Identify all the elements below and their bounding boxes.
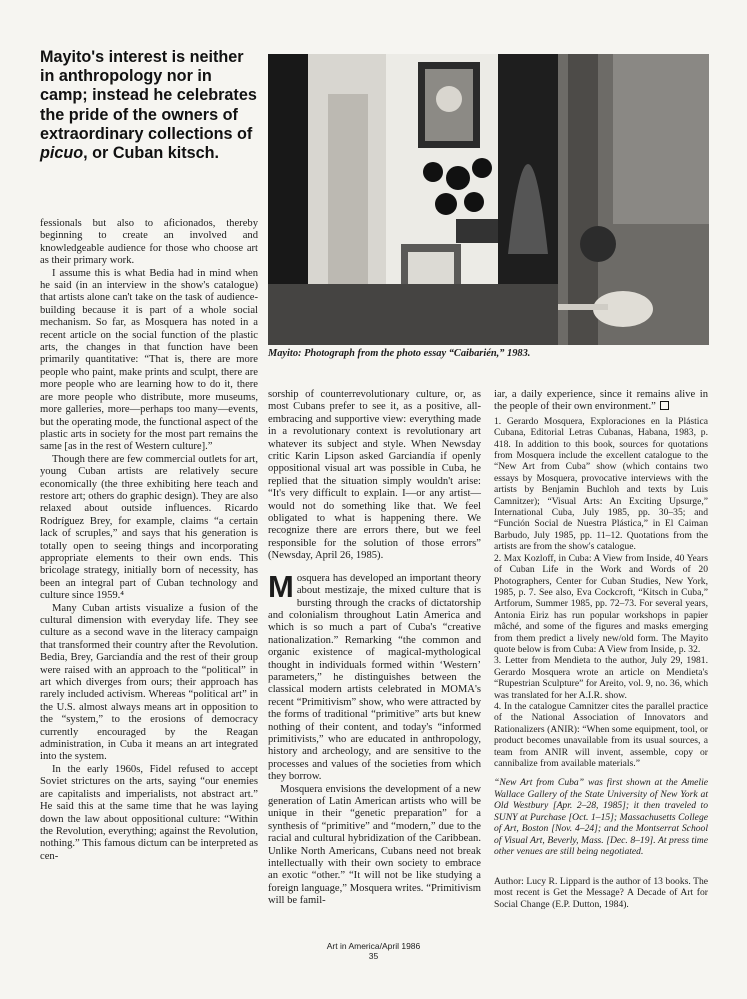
footnote: 2. Max Kozloff, in Cuba: A View from Inside, 40 Years of Cuban Life in the Work and Words of 20 Photographers, Center for Cuban Studies, New York, 1985, p. 7. See also, Eva Cockcroft, “Kitsch in Cuba,” Artforum, Summer 1985, pp. 72–73. For several years, Antonia Eiriz has run popular workshops in papier mâché, and some of the figures and masks emerging from them predict a lively new/old form. The Mayito quote below is from Cuba: A View from Inside, p. 32. (494, 552, 708, 655)
drop-cap: M (268, 568, 294, 604)
caption-label: Mayito: (268, 348, 302, 359)
pull-quote-end: , or Cuban kitsch. (83, 144, 219, 163)
pull-quote-emphasis: picuo (40, 144, 84, 163)
paragraph: Though there are few commercial outlets for art, young Cuban artists are relatively secure economically (the three exhibiting here teach and restore art; others do graphic design). They are also relaxed about outside influences. Ricardo Rodríguez Brey, for example, claims “a certain lack of scruples,” and says that his generation is totally open to seeing things and incorporating appropriate elements to their own ends. This bricolage strategy, initially born of necessity, has been an integral part of Cuban technology and culture since 1959.⁴ (40, 453, 258, 602)
footnote: 1. Gerardo Mosquera, Exploraciones en la Plástica Cubana, Editorial Letras Cubanas, Habana, 1983, p. 418. In addition to this book, sources for quotations from Mosquera include the excellent catalogue to the “New Art from Cuba” show (which contains two essays by Mosquera, provocative interviews with the artists by Benjamin Buchloh and texts by Luis Camnitzer); “Visual Arts: An Exciting Upsurge,” International Cuba, July 1985, pp. 30–35; and “Función Social de Nuestra Plástica,” in El Caiman Barbudo, July 1985, pp. 11–12. Quotations from the artists are from the show's catalogue. (494, 415, 708, 553)
end-mark-icon (660, 401, 669, 410)
author-bio: Author: Lucy R. Lippard is the author of 13 books. The most recent is Get the Message? A Decade of Art for Social Change (E.P. Dutton, 1984). (494, 875, 708, 910)
dropcap-paragraph-text: osquera has developed an important theory about mestizaje, the mixed culture that is bursting through the cracks of dictatorship and colonialism throughout Latin America and which is so much a part of Cuba's “creative nationalization.” Remarking “the common and organic existence of magical-mythological thought in individuals formed within ‘Western’ parameters,” he distinguishes between the classical modern artists celebrated in MOMA's recent “Primitivism” show, who were attracted by the forms of traditional “primitive” arts but knew nothing of their content, and today's “informed primitivists,” who are educated in anthropology, history and archeology, and are sensitive to the processes and values of the societies from which they borrow. (268, 572, 481, 783)
publication-line: Art in America/April 1986 (326, 941, 421, 951)
footnote: 4. In the catalogue Camnitzer cites the parallel practice of the National Association of Innovators and Rationalizers (ANIR): “When some equipment, tool, or product becomes unavailable from its usual sources, a team from ANIR will invent, assemble, copy or cannibalize from available materials.” (494, 700, 708, 769)
footnotes (494, 416, 708, 770)
page-number: 35 (368, 951, 379, 961)
photo-caption (268, 348, 709, 359)
closing-text: iar, a daily experience, since it remains alive in the people of their own environment.” (494, 389, 708, 413)
exhibition-credit: “New Art from Cuba” was first shown at the Amelie Wallace Gallery of the State University of New York at Old Westbury [Apr. 2–28, 1985]; it then traveled to SUNY at Purchase [Oct. 1–15]; Massachusetts College of Art, Boston [Nov. 4–24]; and the Montserrat School of Visual Art, Beverly, Mass. [Dec. 8–19]. At press time other venues are still being negotiated. (494, 777, 708, 858)
caption-text: Photograph from the photo essay “Caibarién,” 1983. (301, 348, 531, 359)
pull-quote-text: Mayito's interest is neither in anthropology nor in camp; instead he celebrates the pride of the owners of extraordinary collections of (40, 48, 257, 143)
paragraph-dropcap (268, 568, 481, 784)
paragraph: Mosquera envisions the development of a new generation of Latin American artists who will be unique in their “genetic preparation” for a synthesis of “primitive” and “modern,” due to the racial and cultural hybridization of the Caribbean. Unlike North Americans, Cubans need not break intellectually with their own society to embrace an exotic “other.” “It will not be like studying a foreign language,” Mosquera writes. “Primitivism will be famil- (268, 783, 481, 907)
mayito-photograph (268, 54, 709, 345)
paragraph: In the early 1960s, Fidel refused to accept Soviet strictures on the arts, saying “our enemies are capitalists and imperialists, not abstract art.” He said this at the same time that he was laying down the law about oppositional culture: “Within the Revolution, everything; against the Revolution, nothing.” This famous dictum can be interpreted as cen- (40, 763, 258, 862)
column-2 (268, 389, 481, 908)
paragraph: fessionals but also to aficionados, thereby beginning to create an involved and knowledgeable audience for those who choose art as their primary work. (40, 218, 258, 267)
paragraph (494, 389, 708, 414)
paragraph: Many Cuban artists visualize a fusion of the cultural dimension with everyday life. They see culture as a second wave in the literacy campaign that transformed their country after the Revolution. Bedia, Brey, Garciandía and the rest of their group were raised with an approach to the “political” in art which diverges from ours; their approach has rarely included activism. Whereas “political art” in the U.S. almost always means art in opposition to the “system,” to the erosions of democracy currently encouraged by the Reagan administration, in Cuba it means an art integrated into the system. (40, 602, 258, 763)
paragraph: I assume this is what Bedia had in mind when he said (in an interview in the show's catalogue) that artists alone can't take on the task of audience-building because it is part of a whole social mechanism. So far, as Mosquera has noted in a recent article on the social function of the plastic arts, the changes in that function have been primarily quantitative: “That is, there are more people who paint, make prints and sculpt, there are more people who are learning how to do it, there are more people who distribute, more museums, more galleries, more—perhaps too many—events, but the operating mode, the functional aspect of the plastic arts in society for the most part remains the same [as in the rest of Western culture].” (40, 267, 258, 453)
footnote: 3. Letter from Mendieta to the author, July 29, 1981. Gerardo Mosquera wrote an article on Mendieta's “Rupestrian Sculpture” for Areito, vol. 9, no. 36, which was translated for her A.I.R. show. (494, 655, 708, 701)
pull-quote (40, 48, 260, 163)
column-1 (40, 218, 258, 863)
paragraph: sorship of counterrevolutionary culture, or, as most Cubans prefer to see it, as a positive, all-embracing and supportive view: everything made in a revolutionary context is revolutionary art whatever its subject and style. When Newsday critic Karin Lipson asked Garciandía if openly oppositional visual art was possible in Cuba, he replied that the situation simply wouldn't arise: “It's very difficult to explain. I—or any artist—would not do something like that. We feel obligated to what is happening there. We recognize there are errors there, but we feel responsible for the solution of those errors” (Newsday, April 26, 1985). (268, 389, 481, 562)
column-3 (494, 389, 708, 910)
